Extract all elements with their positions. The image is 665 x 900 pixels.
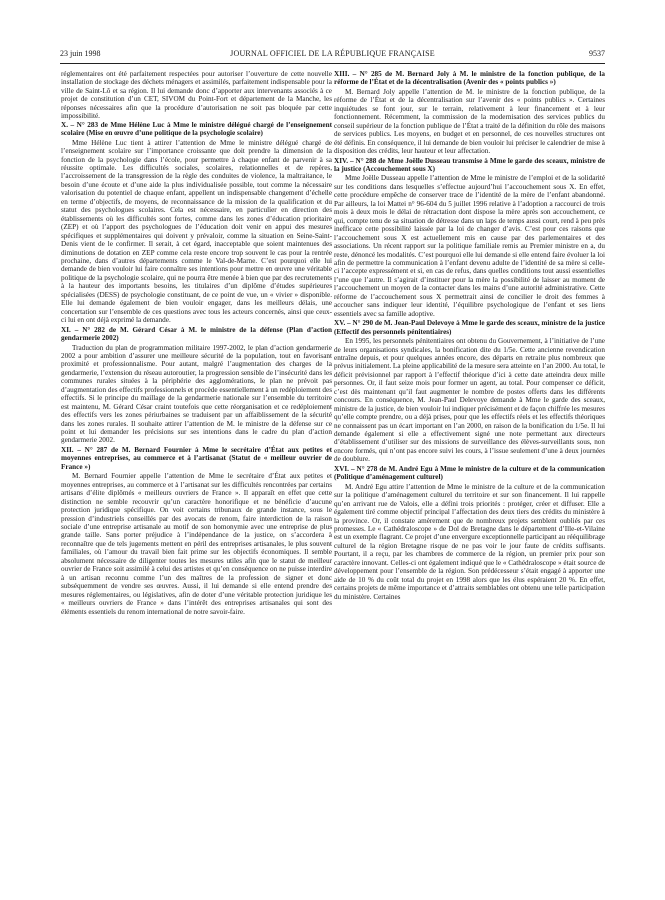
question-heading: XI. – N° 282 de M. Gérard César à M. le ministre de la défense (Plan d’action gendarmerie 2002) (61, 325, 332, 343)
question-heading: XVI. – N° 278 de M. André Egu à Mme le ministre de la culture et de la communication (Politique d’aménagement culturel) (334, 464, 605, 482)
question-283 (61, 121, 332, 325)
question-287 (61, 446, 332, 616)
question-body: Traduction du plan de programmation militaire 1997-2002, le plan d’action gendarmerie 2002 a pour ambition d’assurer une meilleure sécurité de la population, tout en favorisant proximité et professionnalisme. Pour autant, malgré l’augmentation des charges de la gendarmerie, l’extension du réseau autoroutier, la progression sensible de l’insécurité dans les communes rurales situées à la périphérie des agglomérations, le plan ne prévoit pas d’augmentation des effectifs professionnels et procède essentiellement à un redéploiement des effectifs. Si le principe du maillage de la gendarmerie nationale sur l’ensemble du territoire est maintenu, M. Gérard César craint toutefois que cette réorganisation et ce redéploiement des effectifs vers les zones périurbaines se traduisent par un affaiblissement de la sécurité dans les zones rurales. Il souhaite attirer l’attention de M. le ministre de la défense sur ce point et lui demander les précisions sur ses intentions dans le cadre du plan d’action gendarmerie 2002. (61, 343, 332, 445)
question-282 (61, 326, 332, 445)
question-290 (334, 319, 605, 464)
question-278 (334, 465, 605, 601)
header-journal-title: JOURNAL OFFICIEL DE LA RÉPUBLIQUE FRANÇAISE (230, 49, 435, 58)
header-page-number: 9537 (589, 49, 605, 58)
page-header (60, 48, 605, 60)
intro-paragraph: réglementaires ont été parfaitement respectées pour autoriser l’ouverture de cette nouvelle installation de stockage des déchets ménagers et assimilés, parfaitement indispensable pour la ville de Saint-Lô et sa région. Il lui demande donc d’apporter aux intervenants associés à ce projet de constitution d’un CET, SIVOM du Point-Fort et département de la Manche, les réponses nécessaires afin que la procédure d’autorisation ne soit pas bloquée par cette impossibilité. (61, 70, 332, 121)
question-heading: XIV. – N° 288 de Mme Joëlle Dusseau transmise à Mme le garde des sceaux, ministre de la justice (Accouchement sous X) (334, 156, 605, 173)
question-285 (334, 70, 605, 156)
question-288 (334, 157, 605, 319)
question-body: M. Bernard Joly appelle l’attention de M. le ministre de la fonction publique, de la réforme de l’État et de la décentralisation sur l’avenir des « points publics ». Certaines inquiétudes se font jour, sur le terrain, relativement à leur financement et à leur fonctionnement. Récemment, la commission de la modernisation des services publics du conseil supérieur de la fonction publique de l’État a traité de la définition du rôle des maisons de services publics. Les moyens, en budget et en personnel, de ces nouvelles structures ont été définis. En conséquence, il lui demande de bien vouloir lui préciser le calendrier de mise à disposition des crédits, leur hauteur et leur affectation. (334, 87, 605, 156)
question-body: M. André Egu attire l’attention de Mme le ministre de la culture et de la communication sur la politique d’aménagement culturel du territoire et sur son financement. Il lui rappelle qu’en arrivant rue de Valois, elle a défini trois priorités : protéger, créer et diffuser. Elle a également tiré comme objectif principal l’affectation des deux tiers des crédits du ministère à la province. Or, il constate amèrement que de nombreux projets semblent oubliés par ces promesses. Le « Cathédraloscope » de Dol de Bretagne dans le département d’Ille-et-Vilaine est un exemple flagrant. Ce projet d’une envergure exceptionnelle participant au rééquilibrage culturel de la région Bretagne risque de ne pas voir le jour faute de crédits suffisants. Pourtant, il a reçu, par les chambres de commerce de la région, un premier prix pour son caractère innovant. Celles-ci ont également indiqué que le « Cathédraloscope » était source de développement pour l’ensemble de la région. Son prédécesseur s’était engagé à apporter une aide de 10 % du coût total du projet en 1998 alors que les élus espéraient 20 %. En effet, certains projets de même importance et d’attraits semblables ont obtenu une telle participation du ministère. Certaines (334, 482, 605, 601)
question-heading: X. – N° 283 de Mme Hélène Luc à Mme le ministre délégué chargé de l’enseignement scolaire (Mise en œuvre d’une politique de la psychologie scolaire) (61, 120, 332, 138)
question-heading: XIII. – N° 285 de M. Bernard Joly à M. le ministre de la fonction publique, de la réforme de l’État et de la décentralisation (Avenir des « points publics ») (334, 70, 605, 87)
right-column (334, 70, 605, 890)
question-body: En 1995, les personnels pénitentiaires ont obtenu du Gouvernement, à l’initiative de l’une de leurs organisations syndicales, la bonification dite du 1/5e. Cette ancienne revendication entraîne depuis, et pour quelques années encore, des départs en retraite plus nombreux que prévus initialement. La pleine applicabilité de la mesure sera atteinte en l’an 2000. Au total, le déficit prévisionnel par rapport à l’effectif théorique d’ici à cette date atteindra deux mille personnes. Or, il faut seize mois pour former un agent, au total. Pour compenser ce déficit, c’est dès maintenant qu’il faut augmenter le nombre de postes offerts dans les différents concours. En conséquence, M. Jean-Paul Delevoye demande à Mme le garde des sceaux, ministre de la justice, de bien vouloir lui indiquer précisément et de façon chiffrée les mesures qu’elle compte prendre, ou a déjà prises, pour que les effectifs réels et les effectifs théoriques ne connaissent pas un écart important en l’an 2000, en raison de la bonification du 1/5e. Il lui demande également si elle a effectivement signé une note permettant aux directeurs d’établissement d’utiliser sur des missions de surveillance des élèves-surveillants sous, non encore formés, qui n’ont pas encore suivi les cours, à l’issue seulement d’une à deux journées de doublure. (334, 337, 605, 464)
question-body: Mme Hélène Luc tient à attirer l’attention de Mme le ministre délégué chargé de l’enseignement scolaire sur l’importance croissante que doit prendre la dimension de la fonction de la psychologie dans l’école, pour permettre à chaque enfant de parvenir à sa réussite optimale. Les difficultés sociales, scolaires, relationnelles et de repères, l’accroissement de la transgression de la règle des conduites de violence, la maltraitance, le besoin d’une écoute et d’une aide la plus individualisée possible, tout comme la nécessaire valorisation du potentiel de chaque enfant, appellent un indispensable changement d’échelle en terme d’objectifs, de moyens, de reconnaissance de la mission de la qualification et du statut des psychologues scolaires. Cela est nécessaire, en particulier en direction des établissements où les difficultés sont fortes, comme dans les zones d’éducation prioritaire (ZEP) et où l’apport des psychologues de l’éducation doit venir en appui des mesures spécifiques et supplémentaires qui doivent y prévaloir, comme la situation en Seine-Saint-Denis vient de le confirmer. Il serait, à cet égard, inacceptable que soient maintenues des diminutions de dotation en ZEP comme cela reste encore trop souvent le cas pour la rentrée prochaine, dans d’autres départements comme le Val-de-Marne. C’est pourquoi elle lui demande de bien vouloir lui faire connaître ses intentions pour mettre en œuvre une véritable politique de la psychologie scolaire, qui ne pourra être menée à bien que par des recrutements à la hauteur des importants besoins, les titulaires d’un diplôme d’études supérieures spécialisées (DESS) de psychologie constituant, de ce point de vue, un « vivier » disponible. Elle lui demande également de bien vouloir engager, dans les meilleurs délais, une concertation sur l’ensemble de ces questions avec tous les acteurs concernés, ainsi que ceux-ci lui en ont déjà exprimé la demande. (61, 138, 332, 325)
question-body: M. Bernard Fournier appelle l’attention de Mme le secrétaire d’État aux petites et moyennes entreprises, au commerce et à l’artisanat sur les difficultés rencontrées par certains artisans d’élite diplômés « meilleurs ouvriers de France ». Il apparaît en effet que cette distinction ne semble recouvrir qu’un caractère honorifique et ne bénéficie d’aucune protection juridique spécifique. On voit certains tribunaux de grande instance, sous le pression d’industriels conseillés par des avocats de renom, faire interdiction de la raison sociale d’une entreprise artisanale au motif de son homonymie avec une entreprise de plus grande taille. Sans porter préjudice à l’indépendance de la justice, on s’accordera à reconnaître que de tels jugements mettent en péril des entreprises artisanales, le plus souvent familiales, où l’amour du travail bien fait prime sur les objectifs économiques. Il semble absolument nécessaire de diligenter toutes les mesures utiles afin que le statut de meilleur ouvrier de France soit assimilé à celui des artistes et qu’en conséquence on ne puisse interdire à un artisan reconnu comme l’un des maîtres de la profession de signer et donc subséquemment de vendre ses œuvres. Aussi, il lui demande si elle entend prendre des mesures réglementaires, ou législatives, afin de doter d’une véritable protection juridique les « meilleurs ouvriers de France » dans l’intérêt des entreprises artisanales qui sont des éléments essentiels du renom international de notre savoir-faire. (61, 472, 332, 616)
left-column (61, 70, 332, 890)
header-rule (60, 63, 605, 64)
question-heading: XII. – N° 287 de M. Bernard Fournier à Mme le secrétaire d’État aux petites et moyennes entreprises, au commerce et à l’artisanat (Statut de « meilleur ouvrier de France ») (61, 445, 332, 471)
header-date: 23 juin 1998 (60, 49, 101, 58)
question-body: Mme Joëlle Dusseau appelle l’attention de Mme le ministre de l’emploi et de la solidarité sur les conditions dans lesquelles s’effectue aujourd’hui l’accouchement sous X. En effet, cette procédure empêche de conserver trace de l’identité de la mère de l’enfant abandonné. Par ailleurs, la loi Mattei n° 96-604 du 5 juillet 1996 relative à l’adoption a raccourci de trois mois à deux mois le délai de rétractation dont dispose la mère après son accouchement, ce qui, compte tenu de sa situation de détresse dans un laps de temps aussi court, rend à peu près inefficace cette possibilité laissée par la loi de changer d’avis. C’est pour ces raisons que l’accouchement sous X est actuellement mis en cause par des parlementaires et des associations. Un récent rapport sur la politique familiale remis au Premier ministre en a, du reste, dénoncé les modalités. C’est pourquoi elle lui demande si elle entend faire évoluer la loi afin de permettre la communication à l’enfant devenu adulte de l’identité de sa mère si celle-ci l’accepte expressément et si, en cas de refus, dans quelles conditions tout aussi essentielles l’une que l’autre. Il s’agirait d’instituer pour la mère la possibilité de laisser au moment de l’accouchement un moyen de la contacter dans les mains d’une autorité administrative. Cette réforme de l’accouchement sous X permettrait ainsi de concilier le droit des femmes à accoucher sans indiquer leur identité, l’équilibre psychologique de l’enfant et ses liens essentiels avec sa famille adoptive. (334, 174, 605, 318)
question-heading: XV. – N° 290 de M. Jean-Paul Delevoye à Mme le garde des sceaux, ministre de la justice (Effectif des personnels pénitentiaires) (334, 319, 605, 336)
